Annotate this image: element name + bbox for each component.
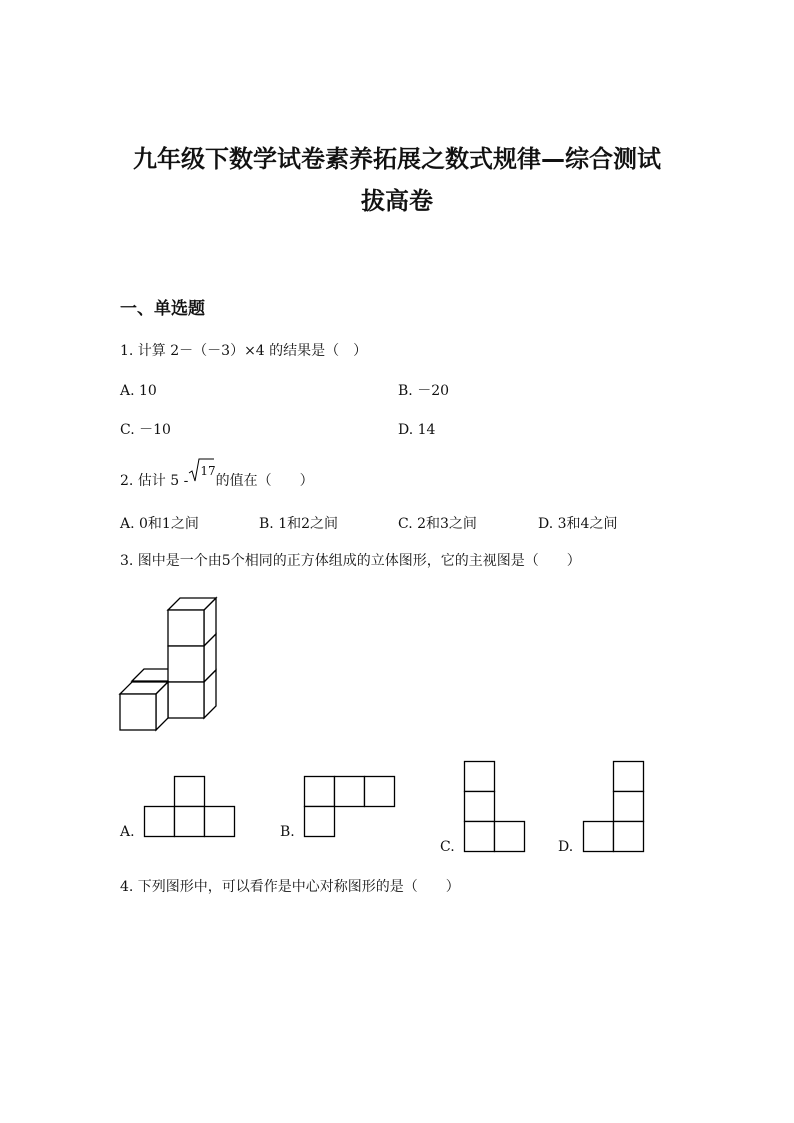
sqrt-expression [188, 464, 216, 489]
q3-option-b-figure [304, 776, 396, 838]
page-title: 九年级下数学试卷素养拓展之数式规律—综合测试 [133, 145, 661, 173]
q3-option-d-label: D. [558, 839, 574, 855]
q3-option-c-figure [464, 761, 526, 853]
question-2-text-before: 2. 估计 5 - [120, 473, 189, 489]
sqrt-radicand: 17 [200, 464, 216, 478]
cube-stack-figure [118, 596, 222, 734]
question-4: 4. 下列图形中，可以看作是中心对称图形的是（ ） [120, 879, 460, 895]
q1-option-d: D. 14 [398, 422, 436, 438]
question-1: 1. 计算 2－（－3）×4 的结果是（ ） [120, 343, 368, 359]
question-2 [120, 464, 314, 489]
page-title-line2: 拔高卷 [361, 187, 433, 215]
q3-option-b-label: B. [280, 824, 295, 840]
question-2-text-after: 的值在（ ） [215, 473, 314, 489]
q1-option-c: C. －10 [120, 422, 171, 438]
q2-option-a: A. 0和1之间 [120, 516, 199, 532]
q2-option-c: C. 2和3之间 [398, 516, 477, 532]
section-heading: 一、单选题 [120, 299, 205, 319]
q1-option-a: A. 10 [120, 383, 157, 399]
q1-option-b: B. －20 [398, 383, 450, 399]
q3-option-a-figure [144, 776, 236, 838]
question-3: 3. 图中是一个由5个相同的正方体组成的立体图形，它的主视图是（ ） [120, 553, 581, 569]
q3-option-c-label: C. [440, 839, 455, 855]
q3-option-a-label: A. [120, 824, 135, 840]
q2-option-b: B. 1和2之间 [259, 516, 339, 532]
q3-option-d-figure [583, 761, 645, 853]
q2-option-d: D. 3和4之间 [538, 516, 618, 532]
